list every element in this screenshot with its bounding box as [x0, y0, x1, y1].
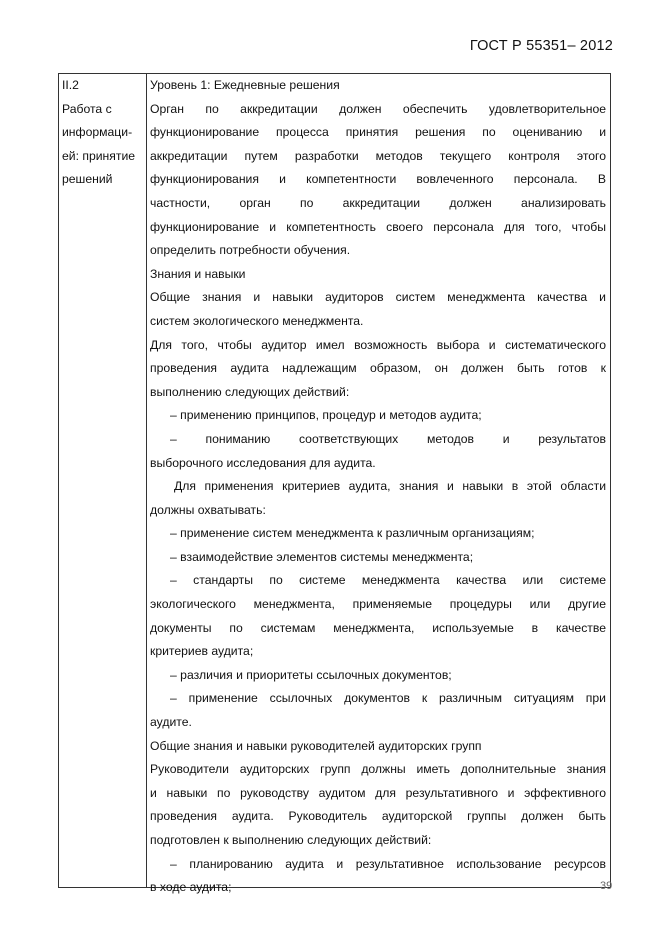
- text-line: проведения аудита. Руководитель аудиторской группы должен быть: [150, 809, 606, 824]
- list-item: – пониманию соответствующих методов и результатов: [170, 431, 606, 446]
- text-line: проведения аудита надлежащим образом, он должен быть готов к: [150, 361, 606, 376]
- level-heading: Уровень 1: Ежедневные решения: [150, 78, 340, 92]
- right-column: [150, 74, 606, 900]
- page-number: 39: [600, 880, 613, 892]
- text-line: экологического менеджмента, применяемые процедуры или другие: [150, 597, 606, 612]
- text-line: Для того, чтобы аудитор имел возможность выбора и систематического: [150, 337, 606, 352]
- content-table: [58, 73, 611, 895]
- section-title-line: решений: [62, 172, 113, 187]
- text-line: в ходе аудита;: [150, 880, 232, 895]
- text-line: выполнению следующих действий:: [150, 384, 350, 399]
- text-line: определить потребности обучения.: [150, 243, 351, 258]
- text-line: должны охватывать:: [150, 502, 266, 517]
- text-line: Для применения критериев аудита, знания и навыки в этой области: [174, 479, 606, 494]
- text-line: аккредитации путем разработки методов текущего контроля этого: [150, 148, 606, 163]
- section-title-line: информаци-: [62, 125, 133, 140]
- list-item: – применению принципов, процедур и методов аудита;: [170, 408, 482, 423]
- text-line: Орган по аккредитации должен обеспечить удовлетворительное: [150, 101, 606, 116]
- list-item: – взаимодействие элементов системы менеджмента;: [170, 549, 474, 564]
- text-line: Общие знания и навыки аудиторов систем менеджмента качества и: [150, 290, 606, 305]
- text-line: функционирования и компетентности вовлеченного персонала. В: [150, 172, 606, 187]
- list-item: – планированию аудита и результативное использование ресурсов: [170, 856, 606, 871]
- subheading: Общие знания и навыки руководителей аудиторских групп: [150, 738, 482, 753]
- text-line: выборочного исследования для аудита.: [150, 455, 376, 470]
- section-title-line: ей: принятие: [62, 148, 136, 163]
- subheading: Знания и навыки: [150, 266, 246, 281]
- list-item: – различия и приоритеты ссылочных документов;: [170, 667, 452, 682]
- text-line: функционирование процесса принятия решения по оцениванию и: [150, 125, 606, 140]
- text-line: подготовлен к выполнению следующих действий:: [150, 833, 432, 847]
- column-divider: [146, 74, 147, 887]
- text-line: систем экологического менеджмента.: [150, 313, 364, 328]
- text-line: функционирование и компетентность своего персонала для того, чтобы: [150, 219, 606, 234]
- text-line: и навыки по руководству аудитом для результативного и эффективного: [150, 785, 606, 800]
- text-line: аудите.: [150, 715, 192, 730]
- document-header: ГОСТ Р 55351– 2012: [469, 38, 613, 54]
- text-line: критериев аудита;: [150, 644, 254, 659]
- list-item: – применение ссылочных документов к различным ситуациям при: [170, 691, 606, 706]
- text-line: частности, орган по аккредитации должен анализировать: [150, 195, 606, 210]
- list-item: – применение систем менеджмента к различным организациям;: [170, 526, 535, 541]
- left-column: [62, 74, 144, 192]
- section-number: II.2: [62, 78, 79, 92]
- text-line: документы по системам менеджмента, используемые в качестве: [150, 620, 606, 635]
- text-line: Руководители аудиторских групп должны иметь дополнительные знания: [150, 762, 606, 777]
- list-item: – стандарты по системе менеджмента качества или системе: [170, 573, 606, 588]
- section-title-line: Работа с: [62, 101, 112, 116]
